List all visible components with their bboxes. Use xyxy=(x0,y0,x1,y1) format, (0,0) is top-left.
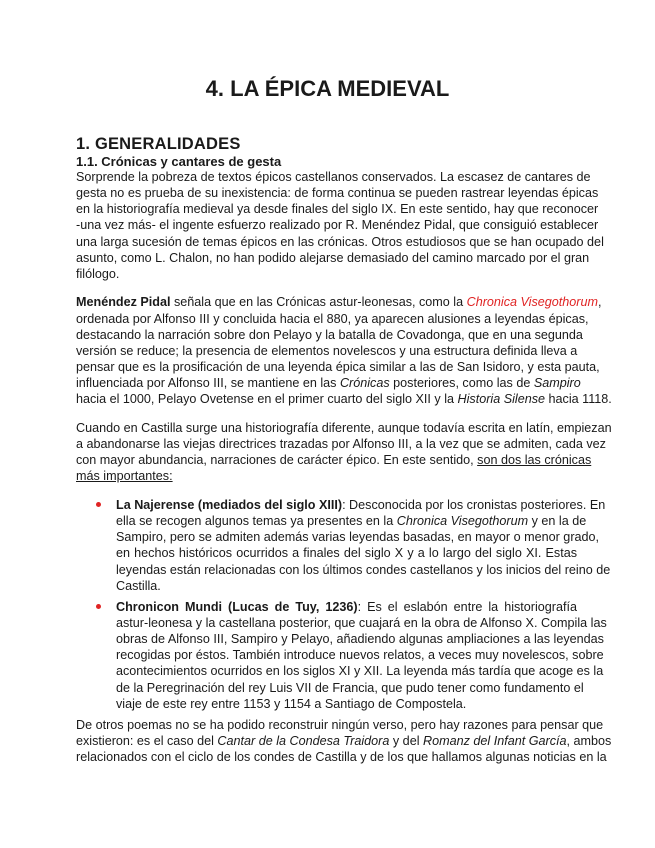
text-run: destacando la narración sobre don Pelayo y la batalla de Covadonga, que en una segunda xyxy=(76,327,583,342)
text-run: filólogo. xyxy=(76,266,120,281)
text-run: Sorprende la pobreza de textos épicos castellanos conservados. La escasez de cantares de xyxy=(76,170,591,184)
text-line xyxy=(116,545,577,561)
text-run: relacionados con el ciclo de los condes de Castilla y de los que hallamos algunas noticias en la xyxy=(76,750,607,765)
text-run: -una vez más- el ingente esfuerzo realizado por R. Menéndez Pidal, que consiguió establecer xyxy=(76,218,599,233)
text-run: en hechos históricos ocurridos a finales del siglo X y a lo largo del siglo XI. Estas xyxy=(116,546,577,561)
text-run: recogidas por éstos. También introduce nuevos relatos, a veces muy novelescos, sobre xyxy=(116,648,604,663)
text-run: astur-leonesa y la castellana posterior, que cuajará en la obra de Alfonso X. Compila las xyxy=(116,616,607,631)
text-line xyxy=(116,647,604,663)
text-line xyxy=(76,217,599,233)
text-run: , ambos xyxy=(566,734,612,748)
text-line xyxy=(116,529,600,545)
subsection-heading: 1.1. Crónicas y cantares de gesta xyxy=(76,154,282,169)
text-line xyxy=(116,615,607,631)
text-run: señala que en las Crónicas astur-leonesas, como la xyxy=(170,295,467,310)
text-run: viaje de este rey entre 1153 y 1154 a Santiago de Compostela. xyxy=(116,696,467,711)
text-line xyxy=(76,201,599,217)
bold-text: Chronicon Mundi (Lucas de Tuy, 1236) xyxy=(116,599,358,614)
text-line xyxy=(116,562,611,578)
italic-title: Historia Silense xyxy=(457,392,546,407)
underlined-text: más importantes: xyxy=(76,469,173,484)
text-run: gesta no es prueba de su inexistencia: de forma continua se pueden rastrear leyendas épicas xyxy=(76,186,599,201)
text-run: hacia el 1000, Pelayo Ovetense en el primer cuarto del siglo XII y la xyxy=(76,392,458,407)
italic-title: Sampiro xyxy=(533,376,581,391)
text-run: y del xyxy=(389,734,423,748)
italic-title: Chronica Visegothorum xyxy=(466,295,598,310)
text-line xyxy=(116,696,577,712)
text-line xyxy=(76,420,612,436)
text-line xyxy=(76,234,604,250)
italic-title: Romanz del Infant García xyxy=(423,734,567,748)
text-run: ordenada por Alfonso III y concluida hacia el 880, ya aparecen alusiones a leyendas épicas, xyxy=(76,311,589,326)
bullet-dot-icon xyxy=(96,502,101,507)
paragraph xyxy=(76,169,604,282)
text-run: Sampiro, pero se admiten además varias leyendas basadas, en mayor o menor grado, xyxy=(116,530,600,545)
italic-title: Chronica Visegothorum xyxy=(396,514,529,529)
bold-text: La Najerense (mediados del siglo XIII) xyxy=(116,498,343,513)
text-run: De otros poemas no se ha podido reconstruir ningún verso, pero hay razones para pensar que xyxy=(76,717,604,732)
text-line xyxy=(76,294,602,310)
bullet-item xyxy=(76,599,607,712)
text-run: influenciada por Alfonso III, se mantiene en las xyxy=(76,376,340,391)
text-line xyxy=(116,631,604,647)
text-run: asunto, como L. Chalon, no han podido alejarse demasiado del camino marcado por el gran xyxy=(76,250,590,265)
italic-title: Crónicas xyxy=(339,376,390,391)
bullet-dot-icon xyxy=(96,604,101,609)
bullet-item xyxy=(76,497,611,594)
text-line xyxy=(76,375,581,391)
text-run: obras de Alfonso III, Sampiro y Pelayo, añadiendo algunas ampliaciones a las leyendas xyxy=(116,632,604,647)
text-line xyxy=(76,452,592,468)
text-line xyxy=(116,680,584,696)
text-line xyxy=(116,663,604,679)
text-run: y en la de xyxy=(528,514,587,529)
text-run: Castilla. xyxy=(116,578,161,593)
paragraph xyxy=(76,420,612,485)
text-run: : Desconocida por los cronistas posteriores. En xyxy=(342,498,606,513)
text-run: hacia 1118. xyxy=(545,392,612,407)
text-run: versión se reduce; la presencia de elementos novelescos y una estructura definida lleva a xyxy=(76,343,578,358)
text-run: acontecimientos ocurridos en los siglos XI y XII. La leyenda más tardía que acoge es la xyxy=(116,664,604,679)
text-line xyxy=(116,497,606,513)
text-run: de la Peregrinación del rey Luis VII de Francia, que pudo tener como fundamento el xyxy=(116,680,584,695)
text-line xyxy=(76,749,607,765)
text-run: : Es el eslabón entre la historiografía xyxy=(357,599,577,614)
paragraph xyxy=(76,294,612,407)
text-run: en la historiografía medieval ya desde finales del siglo IX. En este sentido, hay que reconocer xyxy=(76,202,599,217)
underlined-text: son dos las crónicas xyxy=(477,453,592,468)
text-line xyxy=(76,250,590,266)
text-run: ella se recogen algunos temas ya presentes en la xyxy=(116,514,397,529)
bold-text: Menéndez Pidal xyxy=(76,295,171,310)
text-line xyxy=(76,327,583,343)
document-body xyxy=(76,169,612,778)
text-line xyxy=(76,266,577,282)
text-run: existieron: es el caso del xyxy=(76,734,218,748)
text-run: con mayor abundancia, narraciones de carácter épico. En este sentido, xyxy=(76,453,478,468)
paragraph xyxy=(76,717,612,765)
text-run: una larga sucesión de temas épicos en las crónicas. Otros estudiosos que se han ocupado del xyxy=(76,234,604,249)
text-line xyxy=(76,185,599,201)
text-line xyxy=(76,391,612,407)
text-run: pensar que es la prosificación de una leyenda épica similar a las de San Isidoro, y esta pauta, xyxy=(76,360,600,375)
text-line xyxy=(116,513,587,529)
text-line xyxy=(76,343,577,359)
text-run: leyendas están relacionadas con los últimos condes castellanos y los inicios del reino de xyxy=(116,562,611,577)
text-line xyxy=(76,169,591,185)
text-run: , xyxy=(597,295,602,310)
text-line xyxy=(76,468,577,484)
italic-title: Cantar de la Condesa Traidora xyxy=(217,734,390,748)
page-title: 4. LA ÉPICA MEDIEVAL xyxy=(205,76,450,101)
text-line xyxy=(76,733,612,749)
text-line xyxy=(116,599,577,615)
text-line xyxy=(76,717,604,733)
text-run: Cuando en Castilla surge una historiografía diferente, aunque todavía escrita en latín, empiezan xyxy=(76,420,612,435)
text-line xyxy=(76,311,589,327)
text-line xyxy=(76,359,600,375)
text-line xyxy=(116,578,577,594)
text-line xyxy=(76,436,606,452)
text-run: a abandonarse las viejas directrices trazadas por Alfonso III, a la vez que se admiten, cada vez xyxy=(76,437,606,452)
section-heading: 1. GENERALIDADES xyxy=(76,135,241,153)
text-run: posteriores, como las de xyxy=(389,376,534,391)
